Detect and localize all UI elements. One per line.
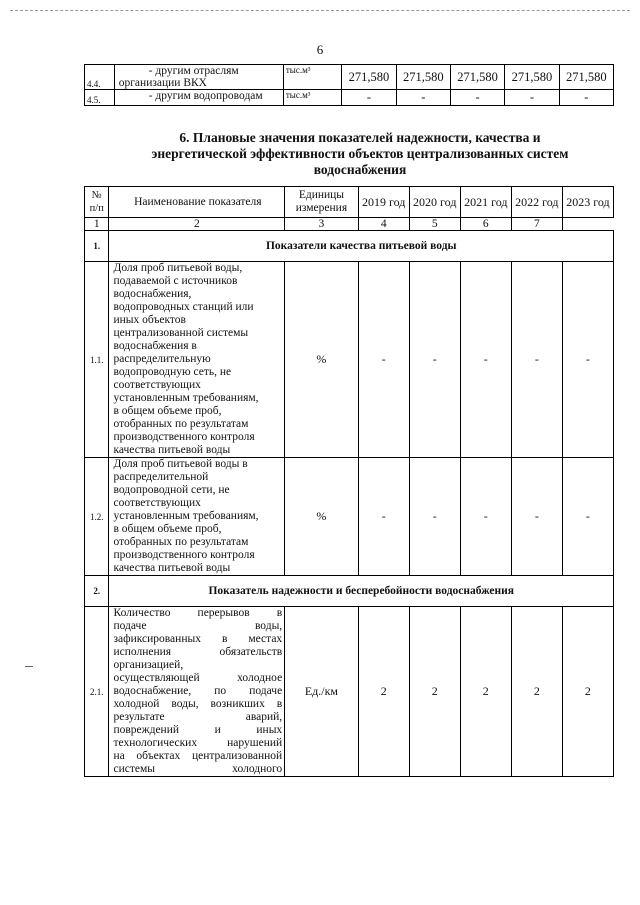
value-cell: - bbox=[358, 262, 409, 458]
section-title: Показатель надежности и бесперебойности водоснабжения bbox=[109, 576, 614, 607]
row-unit: % bbox=[285, 458, 358, 576]
row-number: 1.1. bbox=[85, 262, 109, 458]
value-cell: 2 bbox=[460, 607, 511, 777]
index-cell: 7 bbox=[511, 218, 562, 231]
row-name: - другим отраслям организации ВКХ bbox=[114, 65, 283, 90]
table-row bbox=[85, 458, 614, 576]
value-cell: - bbox=[342, 90, 396, 106]
value-cell: - bbox=[409, 458, 460, 576]
row-name: - другим водопроводам bbox=[114, 90, 283, 106]
header-year: 2022 год bbox=[511, 187, 562, 218]
section-row bbox=[85, 576, 614, 607]
row-unit: тыс.м³ bbox=[283, 90, 341, 106]
row-unit: тыс.м³ bbox=[283, 65, 341, 90]
value-cell: 271,580 bbox=[342, 65, 396, 90]
row-number: 1.2. bbox=[85, 458, 109, 576]
row-unit: % bbox=[285, 262, 358, 458]
value-cell: 2 bbox=[562, 607, 613, 777]
value-cell: 2 bbox=[511, 607, 562, 777]
value-cell: - bbox=[559, 90, 613, 106]
continued-table bbox=[84, 64, 614, 106]
row-number: 2.1. bbox=[85, 607, 109, 777]
section-title: Показатели качества питьевой воды bbox=[109, 231, 614, 262]
header-num: № п/п bbox=[85, 187, 109, 218]
table-row bbox=[85, 90, 614, 106]
row-name: Доля проб питьевой воды в распределительной водопроводной сети, не соответствующих установленным требованиям, в общем объеме проб, отобранных по результатам производственного контроля качества питьевой воды bbox=[109, 458, 285, 576]
index-cell: 3 bbox=[285, 218, 358, 231]
index-cell: 5 bbox=[409, 218, 460, 231]
header-year: 2021 год bbox=[460, 187, 511, 218]
column-index-row bbox=[85, 218, 614, 231]
section-row bbox=[85, 231, 614, 262]
page-top-border bbox=[10, 10, 630, 11]
value-cell: - bbox=[460, 458, 511, 576]
header-year: 2019 год bbox=[358, 187, 409, 218]
indicators-table bbox=[84, 186, 614, 777]
value-cell: 271,580 bbox=[559, 65, 613, 90]
margin-mark bbox=[25, 666, 33, 667]
index-cell: 6 bbox=[460, 218, 511, 231]
value-cell: - bbox=[358, 458, 409, 576]
table-row bbox=[85, 262, 614, 458]
value-cell: 271,580 bbox=[396, 65, 450, 90]
header-year: 2020 год bbox=[409, 187, 460, 218]
table-header-row bbox=[85, 187, 614, 218]
row-unit: Ед./км bbox=[285, 607, 358, 777]
index-cell: 2 bbox=[109, 218, 285, 231]
value-cell: - bbox=[511, 458, 562, 576]
section-number: 1. bbox=[85, 231, 109, 262]
index-cell: 4 bbox=[358, 218, 409, 231]
value-cell: 2 bbox=[409, 607, 460, 777]
value-cell: - bbox=[450, 90, 504, 106]
section-heading: 6. Плановые значения показателей надежности, качества и энергетической эффективности объектов централизованных систем водоснабжения bbox=[151, 130, 569, 177]
index-cell: 1 bbox=[85, 218, 109, 231]
value-cell: - bbox=[460, 262, 511, 458]
table-row bbox=[85, 607, 614, 777]
value-cell: - bbox=[562, 262, 613, 458]
page-number: 6 bbox=[316, 42, 324, 57]
value-cell: - bbox=[505, 90, 559, 106]
section-number: 2. bbox=[85, 576, 109, 607]
header-unit: Единицы измерения bbox=[285, 187, 358, 218]
table-row bbox=[85, 65, 614, 90]
header-name: Наименование показателя bbox=[109, 187, 285, 218]
row-number: 4.4. bbox=[85, 65, 115, 90]
value-cell: - bbox=[396, 90, 450, 106]
value-cell: 271,580 bbox=[450, 65, 504, 90]
value-cell: 2 bbox=[358, 607, 409, 777]
value-cell: 271,580 bbox=[505, 65, 559, 90]
row-name: Количество перерывов в подаче воды, зафиксированных в местах исполнения обязательств организацией, осуществляющей холодное водоснабжение, по подаче холодной воды, возникших в результате аварий, повреждений и иных технологических нарушений на объектах централизованной системы холодного bbox=[109, 607, 285, 777]
row-name: Доля проб питьевой воды, подаваемой с источников водоснабжения, водопроводных станций или иных объектов централизованной системы водоснабжения в распределительную водопроводную сеть, не соответствующих установленным требованиям, в общем объеме проб, отобранных по результатам производственного контроля качества питьевой воды bbox=[109, 262, 285, 458]
value-cell: - bbox=[562, 458, 613, 576]
value-cell: - bbox=[409, 262, 460, 458]
row-number: 4.5. bbox=[85, 90, 115, 106]
header-year: 2023 год bbox=[562, 187, 613, 218]
value-cell: - bbox=[511, 262, 562, 458]
